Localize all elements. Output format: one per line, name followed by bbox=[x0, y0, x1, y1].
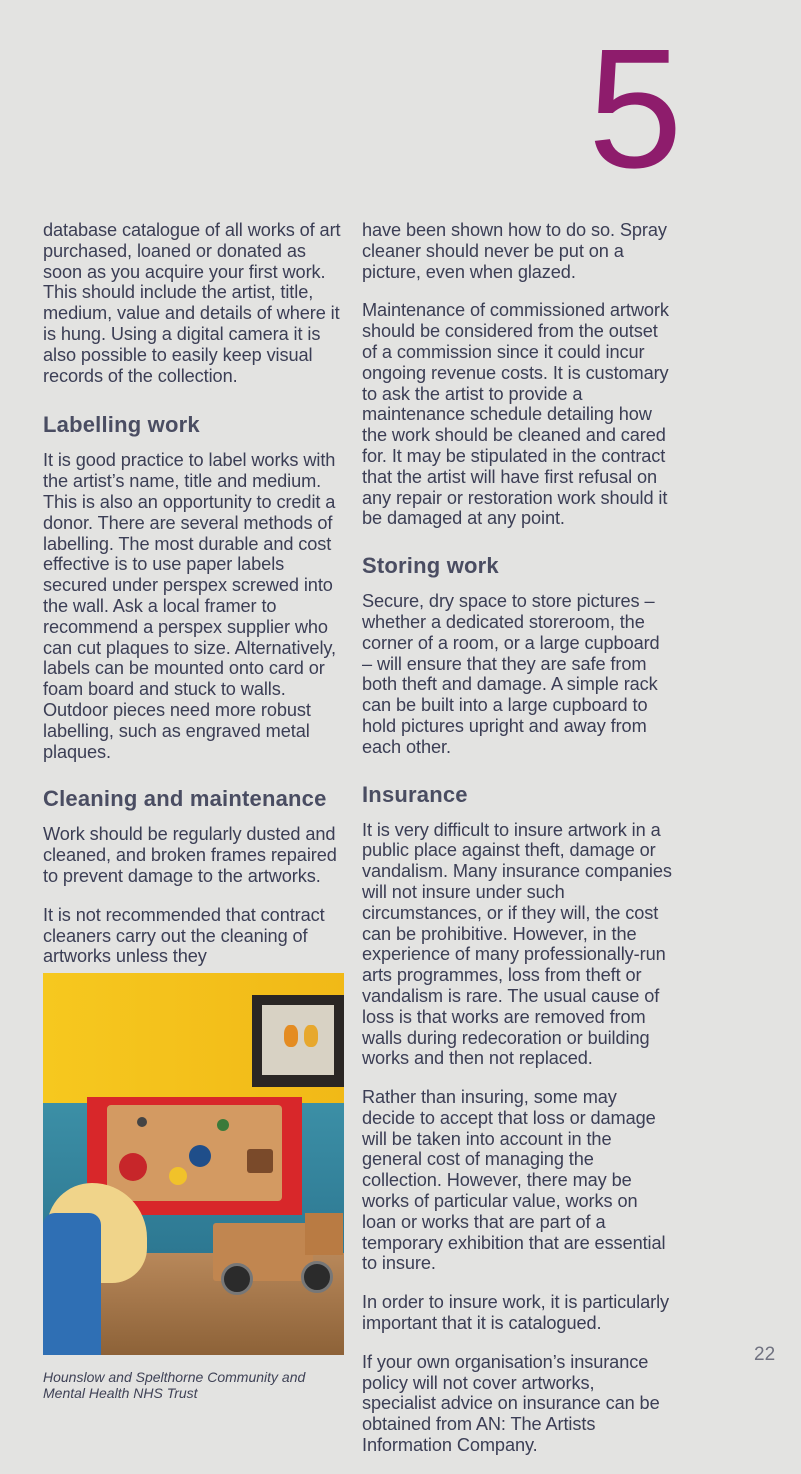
chapter-number: 5 bbox=[588, 14, 683, 204]
cleaning-heading: Cleaning and maintenance bbox=[43, 786, 327, 812]
cleaning-paragraph-2: It is not recommended that contract cleaners carry out the cleaning of artworks unless they bbox=[43, 904, 325, 967]
photo-caption: Hounslow and Spelthorne Community and Mental Health NHS Trust bbox=[43, 1369, 306, 1402]
storing-heading: Storing work bbox=[362, 553, 499, 579]
insurance-paragraph-1: It is very difficult to insure artwork in a public place against theft, damage or vandalism. Many insurance companies will not insure under such circumstances, or if they will, the cost can be prohibitive. However, in the experience of many professionally-run arts programmes, loss from theft or vandalism is rare. The usual cause of loss is that works are removed from walls during redecoration or building works and then not replaced. bbox=[362, 819, 672, 1069]
insurance-paragraph-3: In order to insure work, it is particularly important that it is catalogued. bbox=[362, 1292, 670, 1334]
framed-artwork bbox=[252, 995, 344, 1087]
continued-paragraph: have been shown how to do so. Spray cleaner should never be put on a picture, even when glazed. bbox=[362, 220, 667, 282]
intro-paragraph: database catalogue of all works of art purchased, loaned or donated as soon as you acquire your first work. This should include the artist, title, medium, value and details of where it is hung. Using a digital camera it is also possible to easily keep visual records of the collection. bbox=[43, 220, 341, 386]
insurance-paragraph-4: If your own organisation’s insurance policy will not cover artworks, specialist advice on insurance can be obtained from AN: The Artists Information Company. bbox=[362, 1351, 660, 1456]
cleaning-paragraph-1: Work should be regularly dusted and cleaned, and broken frames repaired to prevent damage to the artworks. bbox=[43, 824, 337, 886]
toy-truck-cab bbox=[305, 1213, 343, 1255]
page-number: 22 bbox=[754, 1344, 776, 1365]
maintenance-paragraph: Maintenance of commissioned artwork should be considered from the outset of a commission since it could incur ongoing revenue costs. It is customary to ask the artist to provide a maintenance schedule detailing how the work should be cleaned and cared for. It may be stipulated in the contract that the artist will have first refusal on any repair or restoration work should it be damaged at any point. bbox=[362, 300, 669, 529]
insurance-paragraph-2: Rather than insuring, some may decide to accept that loss or damage will be taken into account in the general cost of managing the collection. However, there may be works of particular value, works on loan or works that are part of a temporary exhibition that are essential to insure. bbox=[362, 1087, 666, 1274]
right-column bbox=[362, 220, 672, 1474]
storing-paragraph: Secure, dry space to store pictures – whether a dedicated storeroom, the corner of a room, or a large cupboard – will ensure that they are safe from both theft and damage. A simple rack can be built into a large cupboard to hold pictures upright and away from each other. bbox=[362, 591, 660, 757]
beanbag-blue bbox=[43, 1213, 101, 1355]
truck-wheel bbox=[221, 1263, 253, 1295]
truck-wheel bbox=[301, 1261, 333, 1293]
left-column bbox=[43, 220, 345, 1401]
activity-board bbox=[107, 1105, 282, 1201]
insurance-heading: Insurance bbox=[362, 781, 468, 807]
playroom-photo bbox=[43, 973, 344, 1355]
labelling-paragraph: It is good practice to label works with the artist’s name, title and medium. This is also an opportunity to credit a donor. There are several methods of labelling. The most durable and cost effective is to use paper labels secured under perspex screwed into the wall. Ask a local framer to recommend a perspex supplier who can cut plaques to size. Alternatively, labels can be mounted onto card or foam board and stuck to walls. Outdoor pieces need more robust labelling, such as engraved metal plaques. bbox=[43, 450, 336, 762]
labelling-heading: Labelling work bbox=[43, 412, 200, 438]
